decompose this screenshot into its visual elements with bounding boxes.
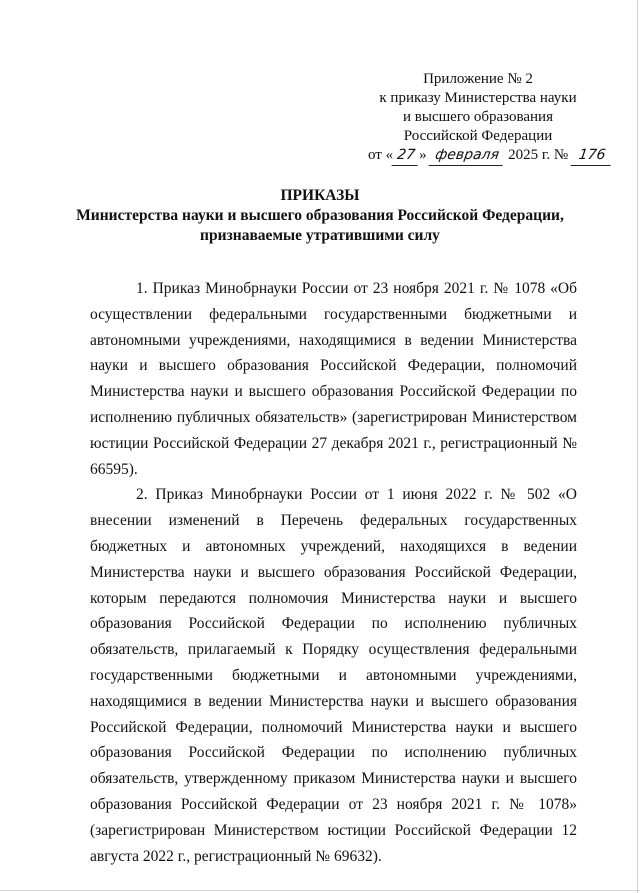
appendix-order-line-2: и высшего образования <box>403 109 553 125</box>
handwritten-month: февраля <box>429 146 506 166</box>
handwritten-day: 27 <box>392 146 421 166</box>
date-prefix: от « <box>368 147 394 163</box>
appendix-order-line-1: к приказу Министерства науки <box>379 90 577 106</box>
title-line-3: признаваемые утратившими силу <box>200 227 440 244</box>
year-text: 2025 г. № <box>508 147 569 163</box>
appendix-label: Приложение № 2 <box>423 71 533 87</box>
scan-edge-bottom <box>0 890 640 891</box>
appendix-header <box>360 70 607 166</box>
document-body <box>90 276 577 869</box>
handwritten-order-number: 176 <box>570 146 613 166</box>
scan-edge-right <box>637 0 638 893</box>
paragraph-1: 1. Приказ Минобрнауки России от 23 ноября 2021 г. № 1078 «Об осуществлении федеральными государственными бюджетными и автономными учреждениями, находящимися в ведении Министерства науки и высшего образования Российской Федерации, полномочий Министерства науки и высшего образования Российской Федерации по исполнению публичных обязательств» (зарегистрирован Министерством юстиции Российской Федерации 27 декабря 2021 г., регистрационный № 66595). <box>90 280 577 478</box>
paragraph-2: 2. Приказ Минобрнауки России от 1 июня 2022 г. № 502 «О внесении изменений в Перечень федеральных государственных бюджетных и автономных учреждений, находящихся в ведении Министерства науки и высшего образования Российской Федерации, которым передаются полномочия Министерства науки и высшего образования Российской Федерации по исполнению публичных обязательств, прилагаемый к Порядку осуществления федеральными государственными бюджетными и автономными учреждениями, находящимися в ведении Министерства науки и высшего образования Российской Федерации, полномочий Министерства науки и высшего образования Российской Федерации по исполнению публичных обязательств, утвержденному приказом Министерства науки и высшего образования Российской Федерации от 23 ноября 2021 г. № 1078» (зарегистрирован Министерством юстиции Российской Федерации 12 августа 2022 г., регистрационный № 69632). <box>90 486 577 865</box>
title-line-1: ПРИКАЗЫ <box>280 187 360 204</box>
appendix-order-line-3: Российской Федерации <box>403 128 553 144</box>
document-title <box>60 186 580 246</box>
date-mid: » <box>419 147 427 163</box>
title-line-2: Министерства науки и высшего образования Российской Федерации, <box>76 207 564 224</box>
order-date-line <box>360 146 607 166</box>
